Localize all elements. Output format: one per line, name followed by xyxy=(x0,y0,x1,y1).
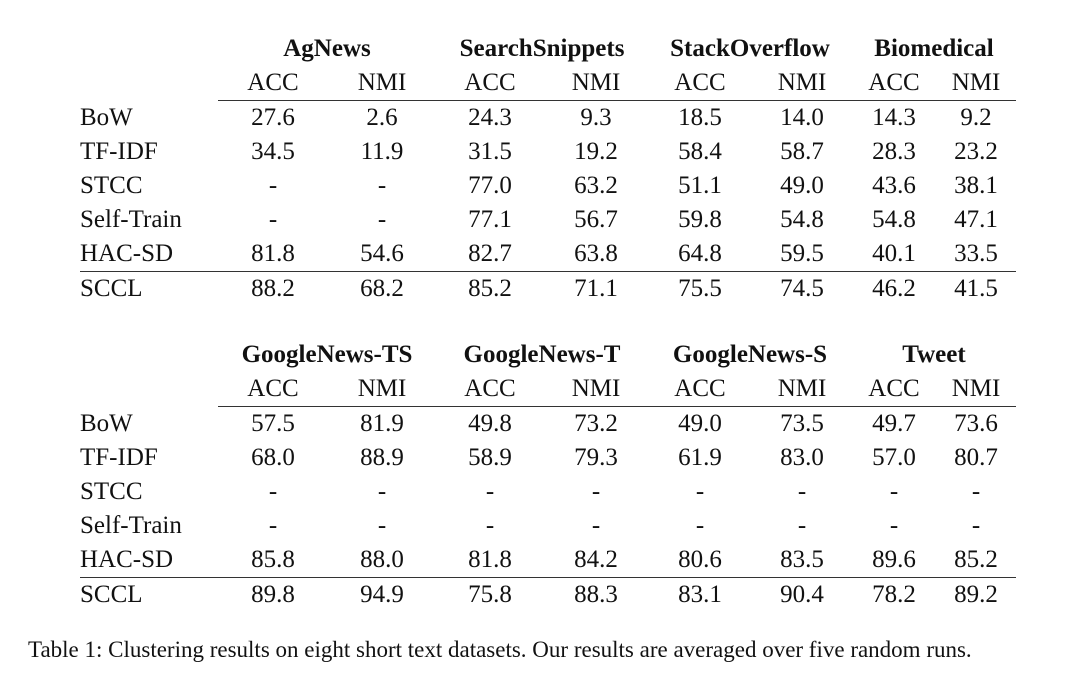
score-cell: - xyxy=(377,478,387,505)
score-cell: 54.8 xyxy=(780,206,824,233)
metric-header: ACC xyxy=(852,66,936,101)
method-name: Self-Train xyxy=(80,512,182,539)
score-cell: 64.8 xyxy=(678,240,722,267)
method-name: STCC xyxy=(80,172,143,199)
results-table-top xyxy=(80,32,1016,306)
score-cell: 23.2 xyxy=(954,138,998,165)
score-cell: 75.5 xyxy=(648,272,752,307)
score-cell: 83.0 xyxy=(780,444,824,471)
metric-header: ACC xyxy=(648,66,752,101)
score-cell: - xyxy=(485,512,495,539)
results-table-bottom xyxy=(80,338,1016,612)
dataset-header: GoogleNews-S xyxy=(672,341,828,368)
metric-header: NMI xyxy=(328,372,436,407)
dataset-header: GoogleNews-T xyxy=(463,341,621,368)
table-row xyxy=(80,135,1016,169)
score-cell: 11.9 xyxy=(360,138,404,165)
score-cell: 75.8 xyxy=(436,578,544,613)
score-cell: - xyxy=(377,512,387,539)
score-cell: 89.6 xyxy=(872,546,916,573)
score-cell: 68.2 xyxy=(328,272,436,307)
table-row xyxy=(80,441,1016,475)
score-cell: - xyxy=(889,512,899,539)
score-cell: 57.5 xyxy=(251,410,295,437)
dataset-header: Tweet xyxy=(902,341,966,368)
score-cell: 47.1 xyxy=(954,206,998,233)
table-row xyxy=(80,272,1016,307)
metric-header: NMI xyxy=(936,66,1016,101)
score-cell: 38.1 xyxy=(954,172,998,199)
score-cell: 54.8 xyxy=(872,206,916,233)
score-cell: 2.6 xyxy=(366,104,398,131)
score-cell: 19.2 xyxy=(574,138,618,165)
score-cell: 73.5 xyxy=(780,410,824,437)
table-row xyxy=(80,407,1016,442)
table-caption: Table 1: Clustering results on eight short text datasets. Our results are averaged over five random runs. xyxy=(28,637,972,662)
table-row xyxy=(80,543,1016,578)
method-name: SCCL xyxy=(80,578,218,613)
score-cell: 57.0 xyxy=(872,444,916,471)
score-cell: 41.5 xyxy=(936,272,1016,307)
score-cell: 88.3 xyxy=(544,578,648,613)
metric-header: ACC xyxy=(648,372,752,407)
score-cell: 85.2 xyxy=(954,546,998,573)
dataset-header-row xyxy=(80,338,1016,372)
metric-header: ACC xyxy=(218,372,328,407)
score-cell: 24.3 xyxy=(468,104,512,131)
score-cell: - xyxy=(485,478,495,505)
corner-cell xyxy=(80,66,218,101)
score-cell: 51.1 xyxy=(678,172,722,199)
score-cell: 68.0 xyxy=(251,444,295,471)
score-cell: 81.9 xyxy=(360,410,404,437)
dataset-header: SearchSnippets xyxy=(459,35,625,62)
score-cell: - xyxy=(971,512,981,539)
score-cell: 58.9 xyxy=(468,444,512,471)
metric-header: NMI xyxy=(544,372,648,407)
table-row xyxy=(80,101,1016,136)
score-cell: - xyxy=(797,478,807,505)
score-cell: 14.0 xyxy=(780,104,824,131)
score-cell: - xyxy=(377,206,387,233)
score-cell: 82.7 xyxy=(468,240,512,267)
table-row xyxy=(80,237,1016,272)
dataset-header-row xyxy=(80,32,1016,66)
score-cell: 84.2 xyxy=(574,546,618,573)
score-cell: 89.8 xyxy=(218,578,328,613)
score-cell: - xyxy=(268,512,278,539)
table-row xyxy=(80,578,1016,613)
score-cell: 71.1 xyxy=(544,272,648,307)
dataset-header: StackOverflow xyxy=(670,35,830,62)
metric-header: ACC xyxy=(436,66,544,101)
score-cell: 49.8 xyxy=(468,410,512,437)
method-name: Self-Train xyxy=(80,206,182,233)
corner-cell xyxy=(80,338,218,372)
method-name: HAC-SD xyxy=(80,546,174,573)
method-name: BoW xyxy=(80,409,133,437)
score-cell: 58.4 xyxy=(678,138,722,165)
metric-header: ACC xyxy=(852,372,936,407)
score-cell: 46.2 xyxy=(852,272,936,307)
method-name: HAC-SD xyxy=(80,240,174,267)
metric-header-row xyxy=(80,66,1016,101)
score-cell: 58.7 xyxy=(780,138,824,165)
score-cell: 43.6 xyxy=(872,172,916,199)
score-cell: 88.0 xyxy=(360,546,404,573)
metric-header: NMI xyxy=(936,372,1016,407)
method-name: SCCL xyxy=(80,272,218,307)
score-cell: 54.6 xyxy=(360,240,404,267)
table-row xyxy=(80,475,1016,509)
score-cell: 14.3 xyxy=(872,104,916,131)
score-cell: 81.8 xyxy=(251,240,295,267)
metric-header: ACC xyxy=(436,372,544,407)
score-cell: 74.5 xyxy=(752,272,852,307)
score-cell: 63.8 xyxy=(574,240,618,267)
metric-header-row xyxy=(80,372,1016,407)
score-cell: 27.6 xyxy=(251,104,295,131)
metric-header: NMI xyxy=(752,372,852,407)
score-cell: 63.2 xyxy=(574,172,618,199)
score-cell: 94.9 xyxy=(328,578,436,613)
dataset-header: GoogleNews-TS xyxy=(241,341,413,368)
score-cell: 59.8 xyxy=(678,206,722,233)
score-cell: 34.5 xyxy=(251,138,295,165)
dataset-header: AgNews xyxy=(283,35,371,62)
score-cell: - xyxy=(268,206,278,233)
score-cell: 9.3 xyxy=(580,104,612,131)
score-cell: 18.5 xyxy=(678,104,722,131)
corner-cell xyxy=(80,32,218,66)
score-cell: - xyxy=(797,512,807,539)
method-name: TF-IDF xyxy=(80,138,158,165)
score-cell: - xyxy=(971,478,981,505)
score-cell: - xyxy=(695,478,705,505)
score-cell: 81.8 xyxy=(468,546,512,573)
score-cell: 88.9 xyxy=(360,444,404,471)
score-cell: - xyxy=(268,172,278,199)
score-cell: 80.7 xyxy=(954,444,998,471)
score-cell: 83.5 xyxy=(780,546,824,573)
score-cell: 77.0 xyxy=(468,172,512,199)
metric-header: NMI xyxy=(328,66,436,101)
score-cell: 49.0 xyxy=(678,410,722,437)
score-cell: 88.2 xyxy=(218,272,328,307)
score-cell: 56.7 xyxy=(574,206,618,233)
method-name: TF-IDF xyxy=(80,444,158,471)
score-cell: - xyxy=(268,478,278,505)
score-cell: 59.5 xyxy=(780,240,824,267)
score-cell: 73.6 xyxy=(954,410,998,437)
score-cell: 85.2 xyxy=(436,272,544,307)
score-cell: - xyxy=(377,172,387,199)
score-cell: 61.9 xyxy=(678,444,722,471)
score-cell: 89.2 xyxy=(936,578,1016,613)
score-cell: 85.8 xyxy=(251,546,295,573)
method-name: BoW xyxy=(80,103,133,131)
score-cell: 78.2 xyxy=(852,578,936,613)
metric-header: NMI xyxy=(752,66,852,101)
score-cell: - xyxy=(591,512,601,539)
score-cell: 83.1 xyxy=(648,578,752,613)
table-row xyxy=(80,203,1016,237)
score-cell: - xyxy=(889,478,899,505)
score-cell: 49.0 xyxy=(780,172,824,199)
score-cell: 77.1 xyxy=(468,206,512,233)
score-cell: - xyxy=(695,512,705,539)
corner-cell xyxy=(80,372,218,407)
score-cell: 33.5 xyxy=(954,240,998,267)
score-cell: 49.7 xyxy=(872,410,916,437)
metric-header: NMI xyxy=(544,66,648,101)
score-cell: - xyxy=(591,478,601,505)
table-row xyxy=(80,509,1016,543)
dataset-header: Biomedical xyxy=(874,35,994,62)
score-cell: 9.2 xyxy=(960,104,992,131)
table-row xyxy=(80,169,1016,203)
score-cell: 90.4 xyxy=(752,578,852,613)
score-cell: 28.3 xyxy=(872,138,916,165)
method-name: STCC xyxy=(80,478,143,505)
score-cell: 73.2 xyxy=(574,410,618,437)
score-cell: 79.3 xyxy=(574,444,618,471)
score-cell: 31.5 xyxy=(468,138,512,165)
metric-header: ACC xyxy=(218,66,328,101)
score-cell: 40.1 xyxy=(872,240,916,267)
score-cell: 80.6 xyxy=(678,546,722,573)
